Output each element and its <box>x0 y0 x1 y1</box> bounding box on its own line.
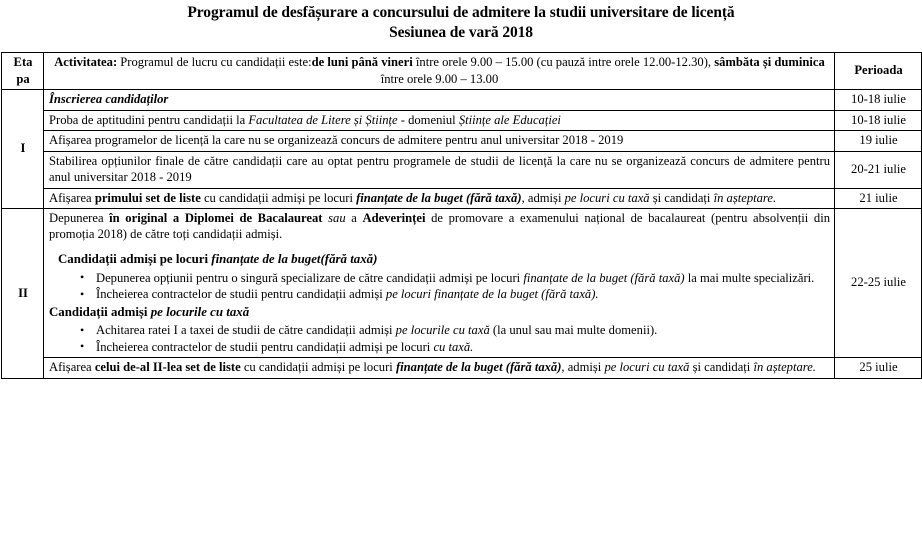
header-activity-text-2: între orele 9.00 – 15.00 (cu pauză intre orele 12.00-12.30), <box>412 55 715 69</box>
header-activity-label: Activitatea: <box>54 55 118 69</box>
header-activity-text-1: Programul de lucru cu candidații este: <box>117 55 312 69</box>
period-cell: 19 iulie <box>835 131 922 152</box>
activity-cell: Stabilirea opțiunilor finale de către candidații care au optat pentru programele de studii de licență la care nu se organizează concurs de admitere pentru anul universitar 2018 - 2019 <box>44 151 835 188</box>
stage-label-i: I <box>2 90 44 209</box>
subsection-heading-buget: Candidații admiși pe locuri finanțate de la buget(fără taxă) <box>58 252 378 266</box>
list-item: • Încheierea contractelor de studii pentru candidații admiși pe locuri finanțate de la buget (fără taxă). <box>96 286 830 303</box>
column-header-etapa-line2: pa <box>16 71 30 86</box>
bullet-list-taxa <box>49 322 830 355</box>
list-item: • Achitarea ratei I a taxei de studii de către candidații admiși pe locurile cu taxă (la unul sau mai multe domenii). <box>96 322 830 339</box>
list-item: • Depunerea opțiunii pentru o singură specializare de către candidații admiși pe locuri finanțate de la buget (fără taxă) la mai multe specializări. <box>96 270 830 287</box>
stage-ii-intro: Depunerea în original a Diplomei de Bacalaureat sau a Adeverinței de promovare a examenului național de bacalaureat (pentru absolvenții din promoția 2018) de către toți candidații admiși. <box>49 211 831 241</box>
period-cell: 20-21 iulie <box>835 151 922 188</box>
activity-cell: Proba de aptitudini pentru candidații la Facultatea de Litere și Științe - domeniul Științe ale Educației <box>44 110 835 131</box>
page-title-line-1: Programul de desfășurare a concursului de admitere la studii universitare de licență <box>187 4 735 21</box>
column-header-perioada: Perioada <box>835 53 922 90</box>
activity-cell: Înscrierea candidaților <box>44 90 835 111</box>
activity-cell-stage-ii <box>44 209 835 358</box>
bullet-list-buget <box>49 270 830 303</box>
activity-cell: Afișarea programelor de licență la care nu se organizează concurs de admitere pentru anul universitar 2018 - 2019 <box>44 131 835 152</box>
period-cell: 10-18 iulie <box>835 90 922 111</box>
table-row <box>2 209 922 358</box>
header-activity-text-3: între orele 9.00 – 13.00 <box>380 71 499 86</box>
admission-schedule-table <box>1 52 922 379</box>
header-activity-bold-2: sâmbăta și duminica <box>714 55 825 69</box>
table-row <box>2 110 922 131</box>
table-row <box>2 358 922 379</box>
column-header-activitatea <box>44 53 835 90</box>
page-title-line-2: Sesiunea de vară 2018 <box>389 24 533 41</box>
period-cell: 10-18 iulie <box>835 110 922 131</box>
page-title <box>0 0 922 43</box>
period-cell: 25 iulie <box>835 358 922 379</box>
table-row <box>2 131 922 152</box>
activity-cell: Afișarea celui de-al II-lea set de liste cu candidații admiși pe locuri finanțate de la buget (fără taxă), admiși pe locuri cu taxă și candidați în așteptare. <box>44 358 835 379</box>
table-row <box>2 151 922 188</box>
column-header-etapa <box>2 53 44 90</box>
table-row <box>2 90 922 111</box>
table-header-row <box>2 53 922 90</box>
subsection-heading-taxa: Candidații admiși pe locurile cu taxă <box>49 304 250 319</box>
list-item: • Încheierea contractelor de studii pentru candidații admiși pe locuri cu taxă. <box>96 339 830 356</box>
activity-cell: Afișarea primului set de liste cu candidații admiși pe locuri finanțate de la buget (fără taxă), admiși pe locuri cu taxă și candidați în așteptare. <box>44 188 835 209</box>
column-header-etapa-line1: Eta <box>13 55 33 69</box>
period-cell: 22-25 iulie <box>835 209 922 358</box>
table-row <box>2 188 922 209</box>
stage-label-ii: II <box>2 209 44 379</box>
header-activity-bold-1: de luni până vineri <box>311 55 413 69</box>
period-cell: 21 iulie <box>835 188 922 209</box>
